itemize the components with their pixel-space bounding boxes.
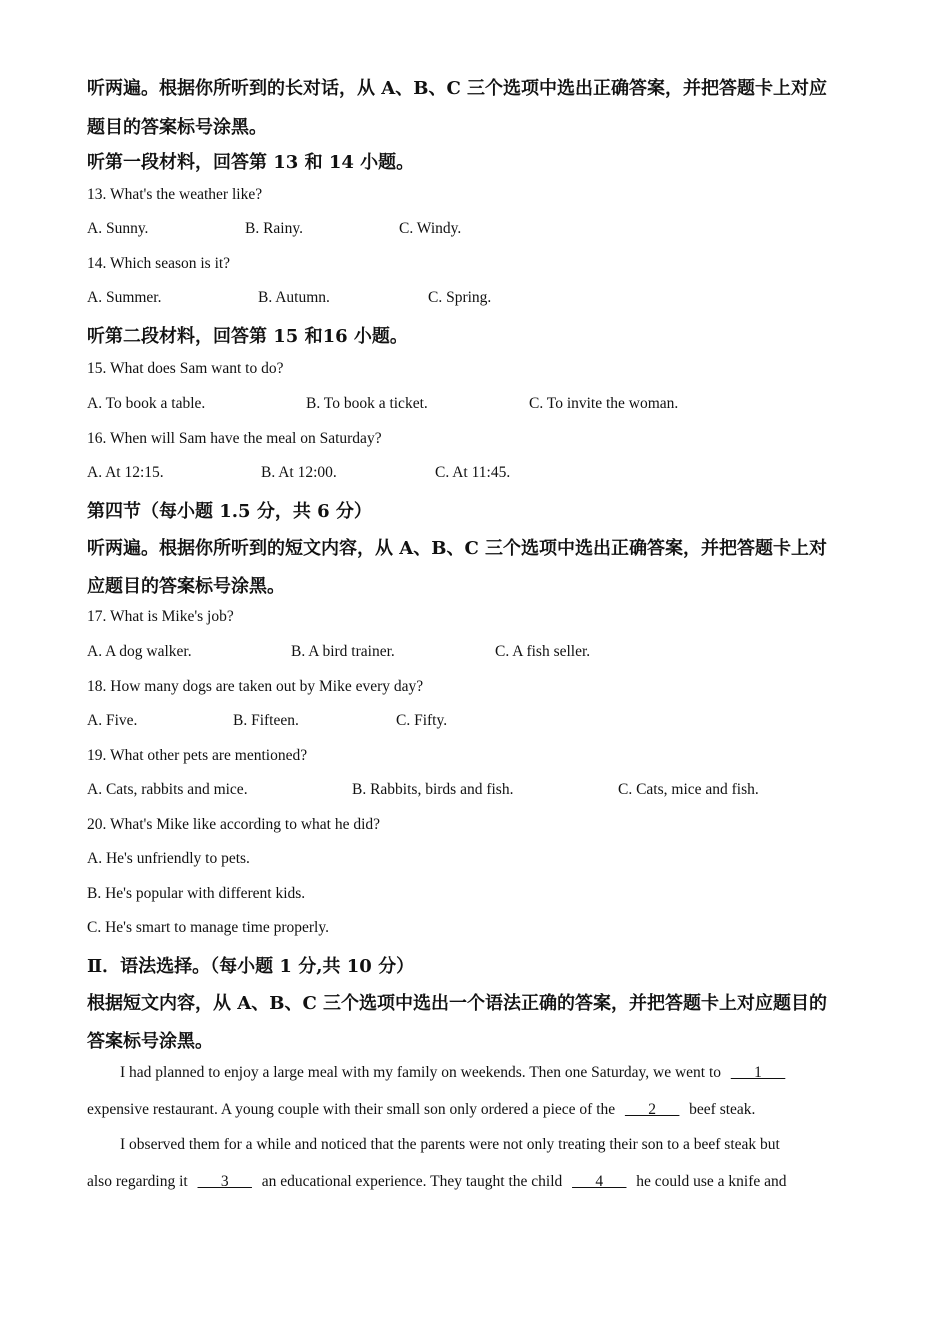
blank-1: ___1___ xyxy=(730,1064,786,1081)
instruction-line: 答案标号涂黑。 xyxy=(87,1031,213,1052)
option-b: B. At 12:00. xyxy=(261,464,337,481)
option-c: C. To invite the woman. xyxy=(529,395,679,412)
section-heading: 听第二段材料，回答第 15 和16 小题。 xyxy=(87,326,408,347)
blank-2: ___2___ xyxy=(625,1101,680,1118)
question-16: 16. When will Sam have the meal on Saturday? xyxy=(87,430,382,447)
question-17: 17. What is Mike's job? xyxy=(87,608,234,625)
passage-line xyxy=(120,1064,785,1082)
option-a: A. Five. xyxy=(87,712,138,729)
section-heading: 听第一段材料，回答第 13 和 14 小题。 xyxy=(87,152,415,173)
part-heading: 第四节（每小题 1.5 分，共 6 分） xyxy=(87,501,372,522)
option-c: C. Fifty. xyxy=(396,712,448,729)
question-20: 20. What's Mike like according to what he did? xyxy=(87,816,381,833)
option-a: A. He's unfriendly to pets. xyxy=(87,850,250,867)
option-c: C. At 11:45. xyxy=(435,464,511,481)
options-15 xyxy=(87,395,887,415)
option-a: A. A dog walker. xyxy=(87,643,192,660)
instruction-line: 听两遍。根据你所听到的短文内容，从 A、B、C 三个选项中选出正确答案，并把答题卡上对 xyxy=(87,538,828,559)
option-c: C. Spring. xyxy=(428,289,492,306)
question-19: 19. What other pets are mentioned? xyxy=(87,747,308,764)
option-a: A. Summer. xyxy=(87,289,162,306)
instruction-line: 应题目的答案标号涂黑。 xyxy=(87,576,285,597)
option-b: B. He's popular with different kids. xyxy=(87,885,306,902)
blank-3: ___3___ xyxy=(197,1173,252,1190)
option-c: C. A fish seller. xyxy=(495,643,591,660)
option-a: A. Sunny. xyxy=(87,220,149,237)
option-c: C. Windy. xyxy=(399,220,462,237)
instruction-line: 根据短文内容，从 A、B、C 三个选项中选出一个语法正确的答案，并把答题卡上对应题目的 xyxy=(87,993,828,1014)
instruction-line: 听两遍。根据你所听到的长对话，从 A、B、C 三个选项中选出正确答案，并把答题卡上对应 xyxy=(87,78,828,99)
part-heading: Ⅱ．语法选择。（每小题 1 分,共 10 分） xyxy=(87,956,415,977)
option-c: C. He's smart to manage time properly. xyxy=(87,919,329,936)
instruction-line: 题目的答案标号涂黑。 xyxy=(87,117,267,138)
option-b: B. To book a ticket. xyxy=(306,395,428,412)
passage-text: I had planned to enjoy a large meal with my family on weekends. Then one Saturday, we went to xyxy=(120,1064,722,1081)
options-19 xyxy=(87,781,887,801)
passage-line xyxy=(87,1173,787,1191)
options-17 xyxy=(87,643,887,663)
passage-text: he could use a knife and xyxy=(636,1173,787,1190)
options-16 xyxy=(87,464,887,484)
passage-line: I observed them for a while and noticed that the parents were not only treating their son to a beef steak but xyxy=(120,1136,780,1153)
option-c: C. Cats, mice and fish. xyxy=(618,781,759,798)
option-a: A. Cats, rabbits and mice. xyxy=(87,781,248,798)
option-b: B. Fifteen. xyxy=(233,712,299,729)
passage-line xyxy=(87,1101,755,1119)
passage-text: an educational experience. They taught the child xyxy=(261,1173,563,1190)
option-b: B. Rainy. xyxy=(245,220,303,237)
option-b: B. A bird trainer. xyxy=(291,643,395,660)
option-a: A. At 12:15. xyxy=(87,464,164,481)
passage-text: beef steak. xyxy=(689,1101,756,1118)
options-18 xyxy=(87,712,887,732)
options-13 xyxy=(87,220,887,240)
question-18: 18. How many dogs are taken out by Mike every day? xyxy=(87,678,424,695)
question-15: 15. What does Sam want to do? xyxy=(87,360,284,377)
question-14: 14. Which season is it? xyxy=(87,255,231,272)
options-14 xyxy=(87,289,887,309)
blank-4: ___4___ xyxy=(572,1173,627,1190)
option-b: B. Rabbits, birds and fish. xyxy=(352,781,514,798)
question-13: 13. What's the weather like? xyxy=(87,186,263,203)
passage-text: also regarding it xyxy=(87,1173,188,1190)
option-b: B. Autumn. xyxy=(258,289,330,306)
option-a: A. To book a table. xyxy=(87,395,206,412)
passage-text: expensive restaurant. A young couple with their small son only ordered a piece of the xyxy=(87,1101,616,1118)
